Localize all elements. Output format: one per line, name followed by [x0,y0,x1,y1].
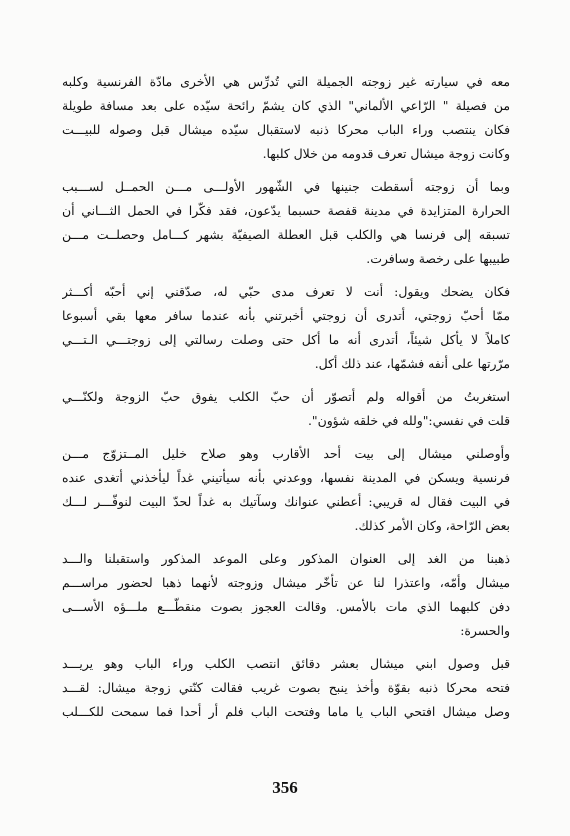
text-line: فتحه محركا ذنبه بقوّة وأخذ ينبح بصوت غريب فقالت كنّتي زوجة ميشال: لقـــد [62,680,510,695]
text-line: ذهبنا من الغد إلى العنوان المذكور وعلى الموعد المذكور واستقبلنا والـــد [62,551,510,566]
page-body [62,70,510,724]
text-line: تسبقه إلى فرنسا هي والكلب قبل العطلة الصيفيّة بشهر كـــامل وحصلــت مـــن [62,227,510,242]
text-line: ممّا أحبّ زوجتي، أتدرى أن زوجتي أخبرتني بأنه عندما سافر معها بقي أسبوعا [62,308,510,323]
text-line: والحسرة: [460,623,510,638]
paragraph-5 [62,442,510,538]
text-line: مرّرتها على أنفه فشمّها، عند ذلك أكل. [314,356,510,371]
text-line: من فصيلة " الرّاعي الألماني" الذي كان يشمّ رائحة سيّده على بعد مسافة طويلة [62,98,510,113]
text-line: وأوصلني ميشال إلى بيت أحد الأقارب وهو صلاح خليل المــتزوّج مـــن [62,446,510,461]
text-line: كاملاً لا يأكل شيئاً، أتدرى أنه ما أكل حتى وصلت رسالتي إلى زوجتـــي الـتـــي [62,332,510,347]
paragraph-7 [62,652,510,724]
text-line: استغربتُ من أقواله ولم أتصوّر أن حبّ الكلب يفوق حبّ الزوجة ولكنّـــي [62,389,510,404]
text-line: وكانت زوجة ميشال تعرف قدومه من خلال كلبها. [262,146,510,161]
paragraph-4 [62,385,510,433]
text-line: الحرارة المتزايدة في مدينة قفصة حسبما يدّعون، فقد فكّرا في الحمل الثـــاني أن [62,203,510,218]
text-line: قبل وصول ابني ميشال بعشر دقائق انتصب الكلب وراء الباب وهو يريـــد [62,656,510,671]
text-line: وبما أن زوجته أسقطت جنينها في الشّهور الأولـــى مـــن الحمــل لســـبب [62,179,510,194]
page-number: 356 [272,778,298,797]
paragraph-3 [62,280,510,376]
text-line: فكان ينتصب وراء الباب محركا ذنبه لاستقبال سيّده ميشال قبل وصوله للبيـــت [62,122,510,137]
paragraph-2 [62,175,510,271]
text-line: معه في سيارته غير زوجته الجميلة التي تُدرِّس هي الأخرى مادّة الفرنسية وكلبه [62,74,510,89]
text-line: بعض الرّاحة، وكان الأمر كذلك. [354,518,510,533]
paragraph-6 [62,547,510,643]
text-line: طبيبها على رخصة وسافرت. [366,251,510,266]
text-line: فرنسية ويسكن في المدينة نفسها، ووعدني بأنه سيأتيني غداً ليأخذني أتغدى عنده [62,470,510,485]
text-line: في البيت فقال له قريبي: أعطني عنوانك وسآتيك به غداً لحدّ البيت لنوفّـــر لـــك [62,494,510,509]
text-line: وصل ميشال افتحي الباب يا ماما وفتحت الباب فلم أر أحدا فما سمحت للكـــلب [62,704,510,719]
paragraph-1 [62,70,510,166]
text-line: ميشال وأمّه، واعتذرا لنا عن تأخّر ميشال وزوجته لأنهما ذهبا لحضور مراســـم [62,575,510,590]
text-line: قلت في نفسي:"ولله في خلقه شؤون". [307,413,510,428]
text-line: فكان يضحك ويقول: أنت لا تعرف مدى حبّي له، صدّقني إني أحبّه أكـــثر [62,284,510,299]
text-line: دفن كلبهما الذي مات بالأمس. وقالت العجوز بصوت منقطّـــع ملـــؤه الأســـى [62,599,510,614]
